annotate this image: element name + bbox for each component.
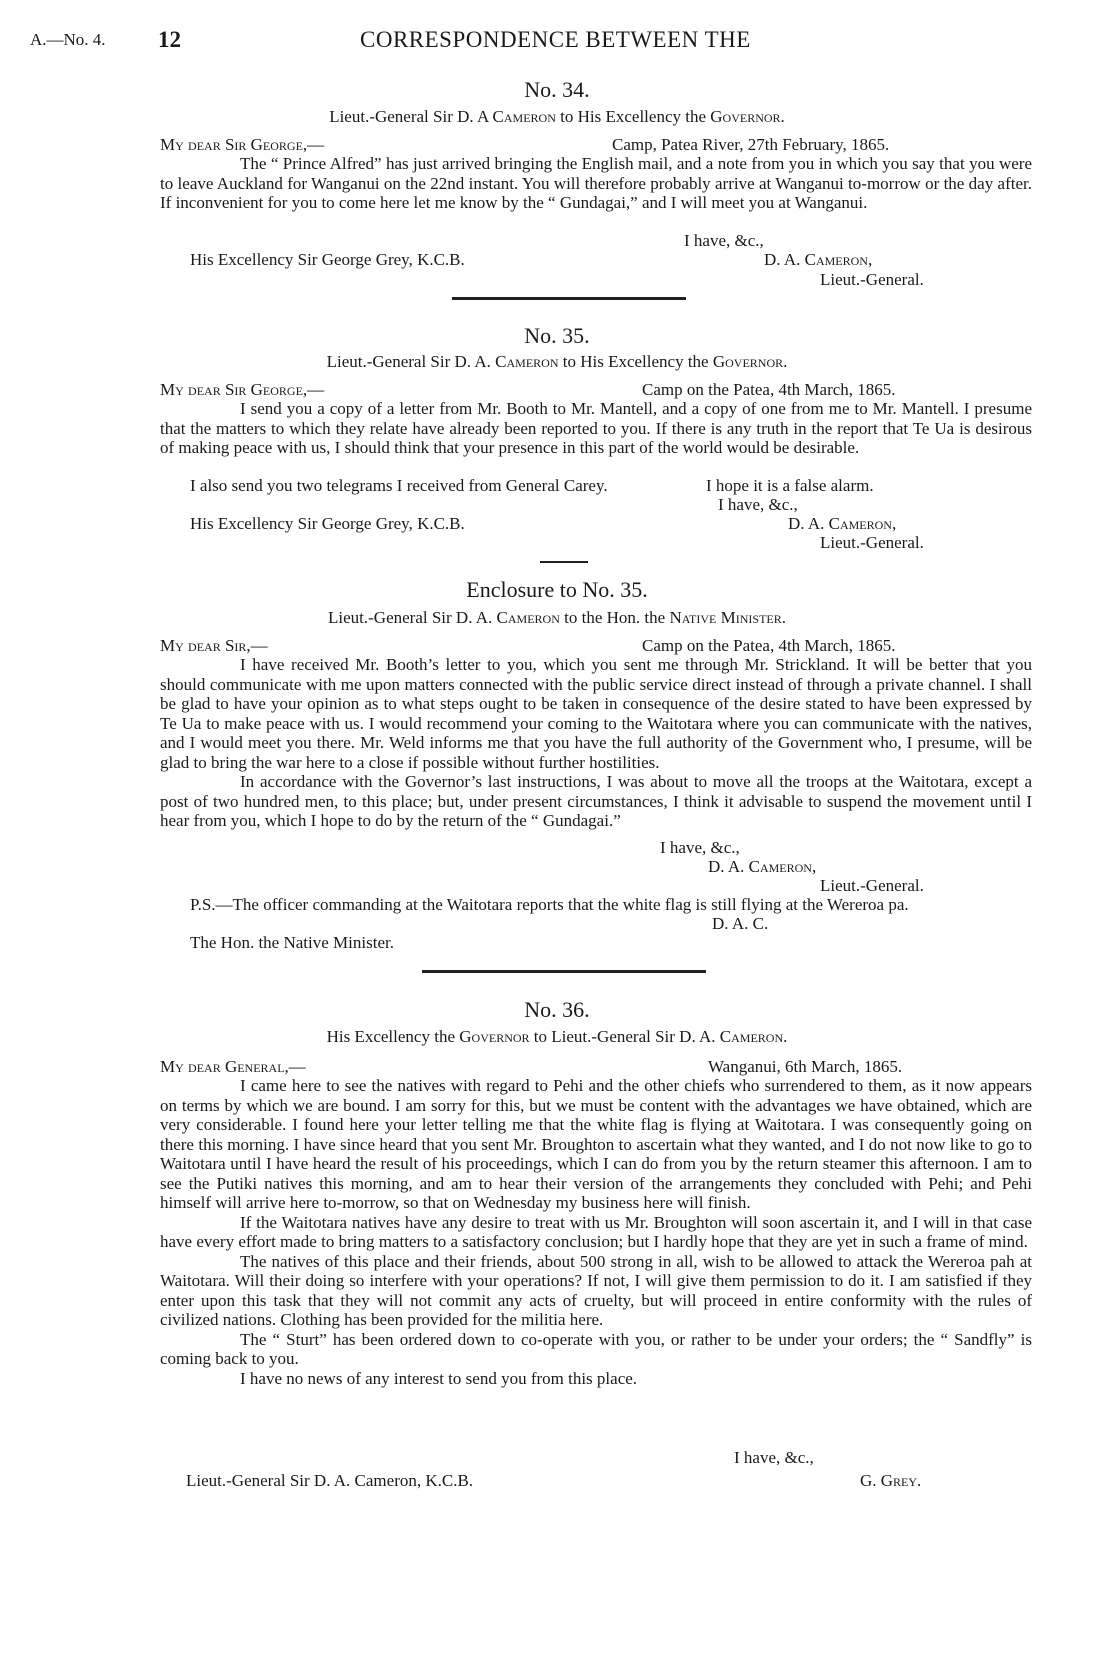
letter-35-body-telegrams: I also send you two telegrams I received from General Carey. xyxy=(190,476,608,495)
letter-34-rank: Lieut.-General. xyxy=(820,270,924,289)
letter-35-heading: Lieut.-General Sir D. A. Cameron to His Excellency the Governor. xyxy=(326,352,788,371)
letter-34-addressee: His Excellency Sir George Grey, K.C.B. xyxy=(190,250,465,269)
letter-35-body: I send you a copy of a letter from Mr. Booth to Mr. Mantell, and a copy of one from me to Mr. Mantell. I presume that the matters to which they relate have already been reported to you. If there is any truth in the report that Te Ua is desirous of making peace with us, I should think that your presence in this part of the world would be desirable. xyxy=(160,399,1032,457)
letter-35-signature: D. A. Cameron, xyxy=(788,514,897,533)
page-number: 12 xyxy=(158,27,181,52)
enclosure-35-title: Enclosure to No. 35. xyxy=(466,577,648,602)
letter-35-salutation: My dear Sir George,— xyxy=(160,380,325,399)
letter-35-closing: I have, &c., xyxy=(718,495,798,514)
section-rule xyxy=(452,297,686,300)
letter-34-signature: D. A. Cameron, xyxy=(764,250,873,269)
letter-35-addressee: His Excellency Sir George Grey, K.C.B. xyxy=(190,514,465,533)
enclosure-35-closing: I have, &c., xyxy=(660,838,740,857)
running-title: CORRESPONDENCE BETWEEN THE xyxy=(360,27,751,52)
letter-36-dateline: Wanganui, 6th March, 1865. xyxy=(708,1057,903,1076)
parliamentary-paper-ref: A.—No. 4. xyxy=(30,30,106,49)
enclosure-35-rank: Lieut.-General. xyxy=(820,876,924,895)
letter-35-number: No. 35. xyxy=(524,323,590,348)
letter-34-body: The “ Prince Alfred” has just arrived bringing the English mail, and a note from you in which you say that you were to leave Auckland for Wanganui on the 22nd instant. You will therefore probably arrive at Wanganui to-morrow or the day after. If inconvenient for you to come here let me know by the “ Gundagai,” and I will meet you at Wanganui. xyxy=(160,154,1032,212)
short-rule xyxy=(540,561,588,563)
enclosure-35-salutation: My dear Sir,— xyxy=(160,636,268,655)
letter-36-heading: His Excellency the Governor to Lieut.-General Sir D. A. Cameron. xyxy=(326,1027,788,1046)
letter-36-number: No. 36. xyxy=(524,997,590,1022)
letter-34-number: No. 34. xyxy=(524,77,590,102)
enclosure-35-body: I have received Mr. Booth’s letter to you, which you sent me through Mr. Strickland. It will be better that you should communicate with me upon matters connected with the public service direct instead of through a private channel. I shall be glad to have your opinion as to what steps ought to be taken in consequence of the desire stated to have been expressed by Te Ua to make peace with us. I would recommend your coming to the Waitotara where you can communicate with the natives, and I would meet you there. Mr. Weld informs me that you have the full authority of the Government who, I presume, will be glad to bring the war here to a close if possible without further hostilities. In accordance with the Governor’s last instructions, I was about to move all the troops at the Waitotara, except a post of two hundred men, to this place; but, under present circumstances, I think it advisable to suspend the movement until I hear from you, which I hope to do by the return of the “ Gundagai.” xyxy=(160,655,1032,830)
letter-34-closing: I have, &c., xyxy=(684,231,764,250)
enclosure-35-ps-initials: D. A. C. xyxy=(708,914,772,934)
section-rule xyxy=(422,970,706,973)
letter-36-signature: G. Grey. xyxy=(860,1471,922,1490)
letter-34-salutation: My dear Sir George,— xyxy=(160,135,325,154)
letter-35-rank: Lieut.-General. xyxy=(820,533,924,552)
letter-34-heading: Lieut.-General Sir D. A Cameron to His Excellency the Governor. xyxy=(329,107,785,126)
enclosure-35-postscript: P.S.—The officer commanding at the Waitotara reports that the white flag is still flying at the Wereroa pa. xyxy=(190,895,909,914)
enclosure-35-dateline: Camp on the Patea, 4th March, 1865. xyxy=(642,636,896,655)
letter-35-dateline: Camp on the Patea, 4th March, 1865. xyxy=(642,380,896,399)
letter-36-addressee: Lieut.-General Sir D. A. Cameron, K.C.B. xyxy=(186,1471,474,1490)
letter-35-body-alarm: I hope it is a false alarm. xyxy=(706,476,874,495)
letter-36-salutation: My dear General,— xyxy=(160,1057,306,1076)
enclosure-35-signature: D. A. Cameron, xyxy=(708,857,817,876)
letter-34-dateline: Camp, Patea River, 27th February, 1865. xyxy=(612,135,890,154)
enclosure-35-heading: Lieut.-General Sir D. A. Cameron to the Hon. the Native Minister. xyxy=(328,608,786,627)
letter-36-body: I came here to see the natives with regard to Pehi and the other chiefs who surrendered to them, as it now appears on terms by which we are bound. I am sorry for this, but we must be content with the advantages we have obtained, which are very considerable. I found here your letter telling me that the white flag is flying at Waitotara. I was consequently going on there this morning. I have since heard that you sent Mr. Broughton to ascertain what they wanted, and I do not now like to go to Waitotara until I have heard the result of his proceedings, which I can do from you by the return steamer this afternoon. I am to see the Putiki natives this morning, and am to hear their version of the arrangements they concluded with Pehi; and Pehi himself will arrive here to-morrow, so that on Wednesday my business here will finish. If the Waitotara natives have any desire to treat with us Mr. Broughton will soon ascertain it, and I will in that case have every effort made to bring matters to a satisfactory conclusion; but I hardly hope that they are yet in such a frame of mind. The natives of this place and their friends, about 500 strong in all, wish to be allowed to attack the Wereroa pah at Waitotara. Will their doing so interfere with your operations? If not, I will give them permission to do it. I am satisfied if they enter upon this task that they will not commit any acts of cruelty, but will proceed in entire conformity with the rules of civilized nations. Clothing has been provided for the militia here. The “ Sturt” has been ordered down to co-operate with you, or rather to be under your orders; the “ Sandfly” is coming back to you. I have no news of any interest to send you from this place. xyxy=(160,1076,1032,1388)
enclosure-35-addressee: The Hon. the Native Minister. xyxy=(190,933,394,952)
letter-36-closing: I have, &c., xyxy=(734,1448,814,1467)
